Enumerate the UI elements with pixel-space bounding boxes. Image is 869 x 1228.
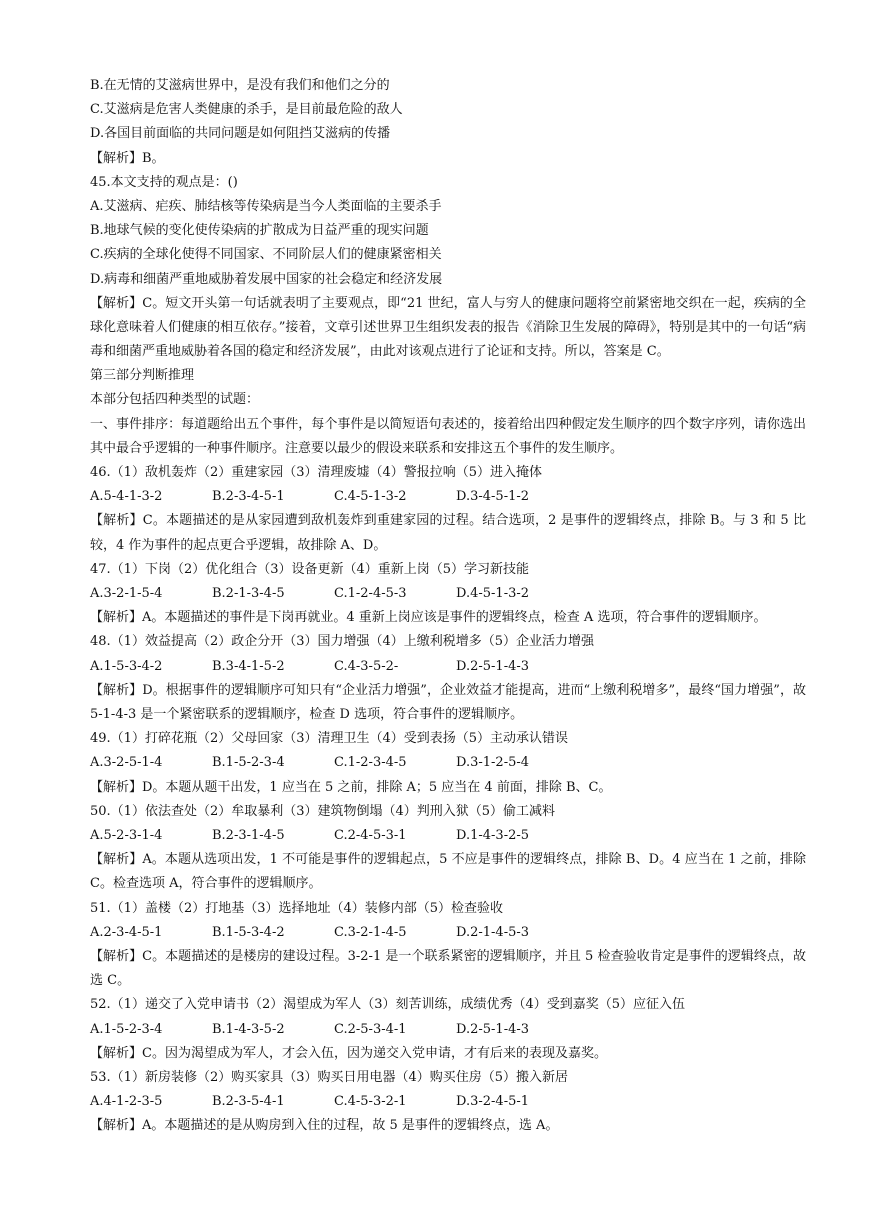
option-d: D.3-1-2-5-4	[456, 755, 530, 771]
question-block	[90, 800, 806, 897]
question-45-stem: 45.本文支持的观点是：()	[90, 174, 238, 190]
question-stem: 51.（1）盖楼（2）打地基（3）选择地址（4）装修内部（5）检查验收	[90, 900, 504, 916]
option-a: A.4-1-2-3-5	[90, 1094, 163, 1110]
analysis-text: 【解析】C。本题描述的是从家园遭到敌机轰炸到重建家园的过程。结合选项，2 是事件的逻辑终点，排除 B。与 3 和 5 比较，4 作为事件的起点更合乎逻辑，故排除 A、D。	[90, 513, 806, 553]
event-ordering-instructions: 一、事件排序：每道题给出五个事件，每个事件是以简短语句表述的，接着给出四种假定发生顺序的四个数字序列，请你选出其中最合乎逻辑的一种事件顺序。注意要以最少的假设来联系和安排这五个事件的发生顺序。	[90, 416, 806, 456]
question-stem: 50.（1）依法查处（2）牟取暴利（3）建筑物倒塌（4）判刑入狱（5）偷工减料	[90, 803, 556, 819]
option-b: B.1-4-3-5-2	[212, 1021, 285, 1037]
question-block	[90, 993, 806, 1066]
option-d: D.2-5-1-4-3	[456, 658, 530, 674]
option-line: D.病毒和细菌严重地威胁着发展中国家的社会稳定和经济发展	[90, 271, 443, 287]
option-b: B.2-3-4-5-1	[212, 489, 285, 505]
question-block	[90, 1066, 806, 1139]
question-stem: 48.（1）效益提高（2）政企分开（3）国力增强（4）上缴利税增多（5）企业活力增强	[90, 634, 595, 650]
question-stem: 49.（1）打碎花瓶（2）父母回家（3）清理卫生（4）受到表扬（5）主动承认错误	[90, 731, 569, 747]
question-stem: 53.（1）新房装修（2）购买家具（3）购买日用电器（4）购买住房（5）搬入新居	[90, 1069, 569, 1085]
question-block	[90, 630, 806, 727]
analysis-text: 【解析】A。本题从选项出发，1 不可能是事件的逻辑起点，5 不应是事件的逻辑终点，排除 B、D。4 应当在 1 之前，排除 C。检查选项 A，符合事件的逻辑顺序。	[90, 852, 806, 892]
option-line: C.疾病的全球化使得不同国家、不同阶层人们的健康紧密相关	[90, 247, 442, 263]
question-list	[90, 461, 806, 1138]
option-b: B.3-4-1-5-2	[212, 658, 285, 674]
analysis-line: 【解析】B。	[90, 150, 165, 166]
option-line: B.地球气候的变化使传染病的扩散成为日益严重的现实问题	[90, 223, 429, 239]
option-row	[90, 1090, 806, 1114]
option-d: D.4-5-1-3-2	[456, 586, 530, 602]
option-row	[90, 655, 806, 679]
question-stem: 52.（1）递交了入党申请书（2）渴望成为军人（3）刻苦训练，成绩优秀（4）受到嘉奖（5）应征入伍	[90, 997, 686, 1013]
question-block	[90, 897, 806, 994]
analysis-text: 【解析】C。本题描述的是楼房的建设过程。3-2-1 是一个联系紧密的逻辑顺序，并且 5 检查验收肯定是事件的逻辑终点，故选 C。	[90, 948, 806, 989]
document-body	[90, 74, 806, 1139]
option-line: B.在无情的艾滋病世界中，是没有我们和他们之分的	[90, 78, 390, 93]
option-row	[90, 582, 806, 606]
option-a: A.1-5-2-3-4	[90, 1021, 163, 1037]
option-c: C.4-3-5-2-	[334, 658, 399, 674]
option-d: D.2-1-4-5-3	[456, 924, 530, 940]
option-c: C.4-5-1-3-2	[334, 489, 407, 505]
question-45-analysis: 【解析】C。短文开头第一句话就表明了主要观点，即“21 世纪，富人与穷人的健康问题将空前紧密地交织在一起，疾病的全球化意味着人们健康的相互依存。”接着，文章引述世界卫生组织发表的报告《消除卫生发展的障碍》，特别是其中的一句话“病毒和细菌严重地威胁着各国的稳定和经济发展”，由此对该观点进行了论证和支持。所以，答案是 C。	[90, 295, 806, 360]
option-row	[90, 485, 806, 509]
option-c: C.2-4-5-3-1	[334, 827, 407, 843]
option-row	[90, 824, 806, 848]
analysis-text: 【解析】A。本题描述的是从购房到入住的过程，故 5 是事件的逻辑终点，选 A。	[90, 1118, 559, 1134]
option-row	[90, 1018, 806, 1042]
option-b: B.2-3-1-4-5	[212, 827, 285, 843]
analysis-text: 【解析】C。因为渴望成为军人，才会入伍，因为递交入党申请，才有后来的表现及嘉奖。	[90, 1045, 607, 1061]
option-a: A.3-2-5-1-4	[90, 755, 163, 771]
option-b: B.2-1-3-4-5	[212, 586, 285, 602]
question-stem: 47.（1）下岗（2）优化组合（3）设备更新（4）重新上岗（5）学习新技能	[90, 561, 530, 577]
option-d: D.3-4-5-1-2	[456, 489, 530, 505]
question-stem: 46.（1）敌机轰炸（2）重建家园（3）清理废墟（4）警报拉响（5）进入掩体	[90, 465, 543, 481]
option-row	[90, 751, 806, 775]
option-d: D.2-5-1-4-3	[456, 1021, 530, 1037]
option-c: C.3-2-1-4-5	[334, 924, 407, 940]
option-d: D.1-4-3-2-5	[456, 827, 530, 843]
option-b: B.1-5-2-3-4	[212, 755, 285, 771]
option-line: D.各国目前面临的共同问题是如何阻挡艾滋病的传播	[90, 126, 391, 142]
analysis-text: 【解析】D。本题从题干出发，1 应当在 5 之前，排除 A；5 应当在 4 前面，排除 B、C。	[90, 779, 612, 795]
option-a: A.3-2-1-5-4	[90, 586, 163, 602]
analysis-text: 【解析】D。根据事件的逻辑顺序可知只有“企业活力增强”，企业效益才能提高，进而“上缴利税增多”，最终“国力增强”，故 5-1-4-3 是一个紧密联系的逻辑顺序，检查 D 选项，符合事件的逻辑顺序。	[90, 682, 806, 723]
question-block	[90, 461, 806, 558]
option-line: C.艾滋病是危害人类健康的杀手，是目前最危险的敌人	[90, 102, 403, 118]
section-heading: 第三部分判断推理	[90, 368, 195, 384]
option-c: C.1-2-3-4-5	[334, 755, 407, 771]
question-block	[90, 727, 806, 800]
analysis-text: 【解析】A。本题描述的事件是下岗再就业。4 重新上岗应该是事件的逻辑终点，检查 A 选项，符合事件的逻辑顺序。	[90, 610, 767, 626]
option-a: A.2-3-4-5-1	[90, 924, 163, 940]
option-b: B.1-5-3-4-2	[212, 924, 285, 940]
option-a: A.1-5-3-4-2	[90, 658, 163, 674]
option-c: C.4-5-3-2-1	[334, 1094, 407, 1110]
option-d: D.3-2-4-5-1	[456, 1094, 530, 1110]
option-a: A.5-4-1-3-2	[90, 489, 163, 505]
section-intro: 本部分包括四种类型的试题：	[90, 392, 260, 408]
option-row	[90, 921, 806, 945]
option-a: A.5-2-3-1-4	[90, 827, 163, 843]
option-c: C.1-2-4-5-3	[334, 586, 407, 602]
option-b: B.2-3-5-4-1	[212, 1094, 285, 1110]
option-c: C.2-5-3-4-1	[334, 1021, 407, 1037]
question-block	[90, 558, 806, 631]
option-line: A.艾滋病、疟疾、肺结核等传染病是当今人类面临的主要杀手	[90, 198, 442, 214]
